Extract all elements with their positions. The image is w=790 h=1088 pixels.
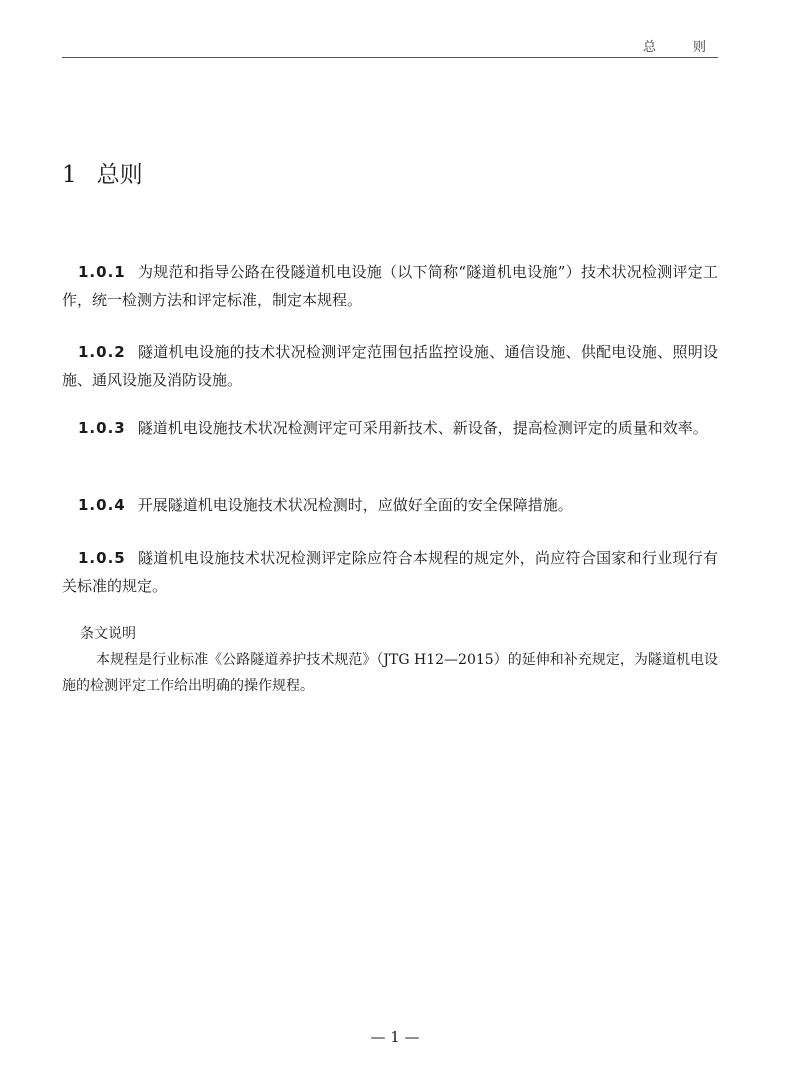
page-header xyxy=(62,34,718,58)
clause-number: 1.0.2 xyxy=(78,343,126,361)
clause-number: 1.0.3 xyxy=(78,419,126,437)
clause-text: 为规范和指导公路在役隧道机电设施（以下简称“隧道机电设施”）技术状况检测评定工作，统一检测方法和评定标准，制定本规程。 xyxy=(62,263,718,309)
clause-1-0-4 xyxy=(62,491,718,519)
chapter-title: 总则 xyxy=(96,162,143,188)
clause-1-0-1 xyxy=(62,258,718,314)
chapter-heading xyxy=(62,156,143,189)
page-number: — 1 — xyxy=(370,1028,420,1046)
clause-text: 开展隧道机电设施技术状况检测时，应做好全面的安全保障措施。 xyxy=(137,496,573,514)
note-body: 本规程是行业标准《公路隧道养护技术规范》（JTG H12—2015）的延伸和补充规定，为隧道机电设施的检测评定工作给出明确的操作规程。 xyxy=(62,652,718,694)
clause-1-0-5 xyxy=(62,544,718,600)
clause-text: 隧道机电设施技术状况检测评定可采用新技术、新设备，提高检测评定的质量和效率。 xyxy=(137,419,708,437)
chapter-number: 1 xyxy=(62,162,77,188)
clause-number: 1.0.4 xyxy=(78,496,126,514)
clause-1-0-2 xyxy=(62,338,718,394)
clause-number: 1.0.5 xyxy=(78,549,126,567)
clause-1-0-3 xyxy=(62,414,718,442)
clause-text: 隧道机电设施的技术状况检测评定范围包括监控设施、通信设施、供配电设施、照明设施、通风设施及消防设施。 xyxy=(62,343,718,389)
header-rule xyxy=(62,57,718,58)
note-title: 条文说明 xyxy=(80,626,136,642)
clause-number: 1.0.1 xyxy=(78,263,126,281)
explanatory-note xyxy=(62,621,718,699)
running-title: 总 则 xyxy=(642,40,718,55)
clause-text: 隧道机电设施技术状况检测评定除应符合本规程的规定外，尚应符合国家和行业现行有关标准的规定。 xyxy=(62,549,718,595)
